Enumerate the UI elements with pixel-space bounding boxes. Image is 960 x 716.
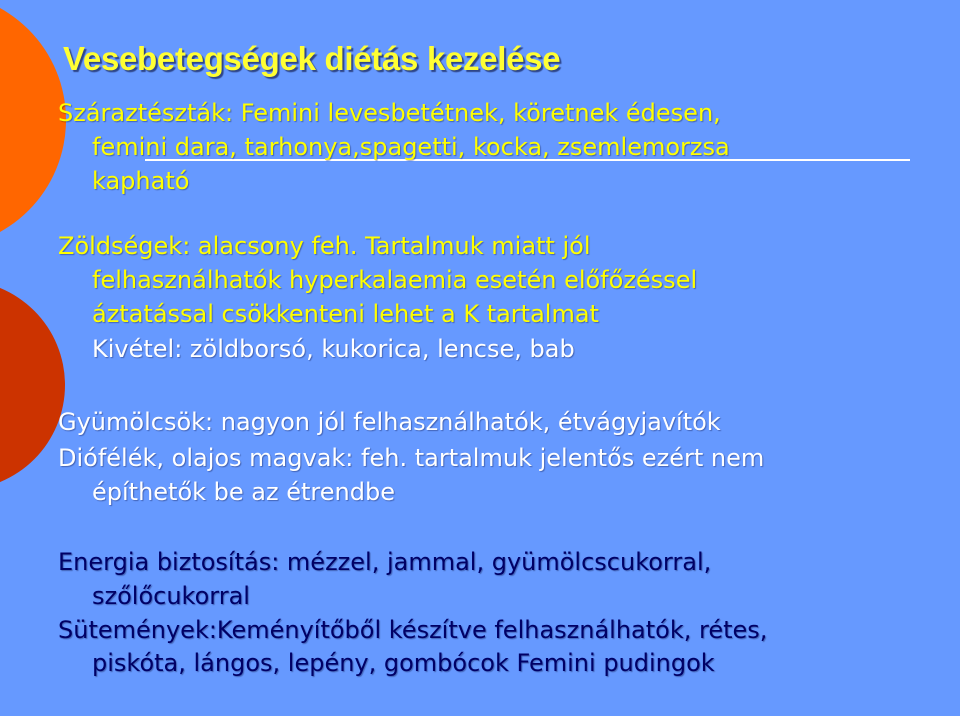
gyumolcs-line-1: Gyümölcsök: nagyon jól felhasználhatók, étvágyjavítók	[58, 408, 721, 436]
orange-circle-decoration	[0, 0, 66, 248]
zoldseg-line-2: felhasználhatók hyperkalaemia esetén előfőzéssel	[92, 266, 698, 294]
energia-line-2: szőlőcukorral	[92, 582, 250, 610]
zoldseg-kivetel-line: Kivétel: zöldborsó, kukorica, lencse, bab	[92, 335, 575, 363]
red-circle-decoration	[0, 280, 65, 490]
sutemeny-line-2: piskóta, lángos, lepény, gombócok Femini pudingok	[92, 649, 715, 677]
dio-line-1: Diófélék, olajos magvak: feh. tartalmuk jelentős ezért nem	[58, 444, 765, 472]
slide-title: Vesebetegségek diétás kezelése	[63, 40, 561, 77]
szaraz-line-3: kapható	[92, 167, 190, 195]
szaraz-line-2: femini dara, tarhonya,spagetti, kocka, zsemlemorzsa	[92, 133, 730, 161]
dio-line-2: építhetők be az étrendbe	[92, 478, 395, 506]
zoldseg-line-1: Zöldségek: alacsony feh. Tartalmuk miatt jól	[58, 232, 591, 260]
szaraz-line-1: Száraztészták: Femini levesbetétnek, köretnek édesen,	[58, 99, 721, 127]
energia-line-1: Energia biztosítás: mézzel, jammal, gyümölcscukorral,	[58, 548, 712, 576]
zoldseg-line-3: áztatással csökkenteni lehet a K tartalmat	[92, 300, 599, 328]
sutemeny-line-1: Sütemények:Keményítőből készítve felhasználhatók, rétes,	[58, 616, 768, 644]
